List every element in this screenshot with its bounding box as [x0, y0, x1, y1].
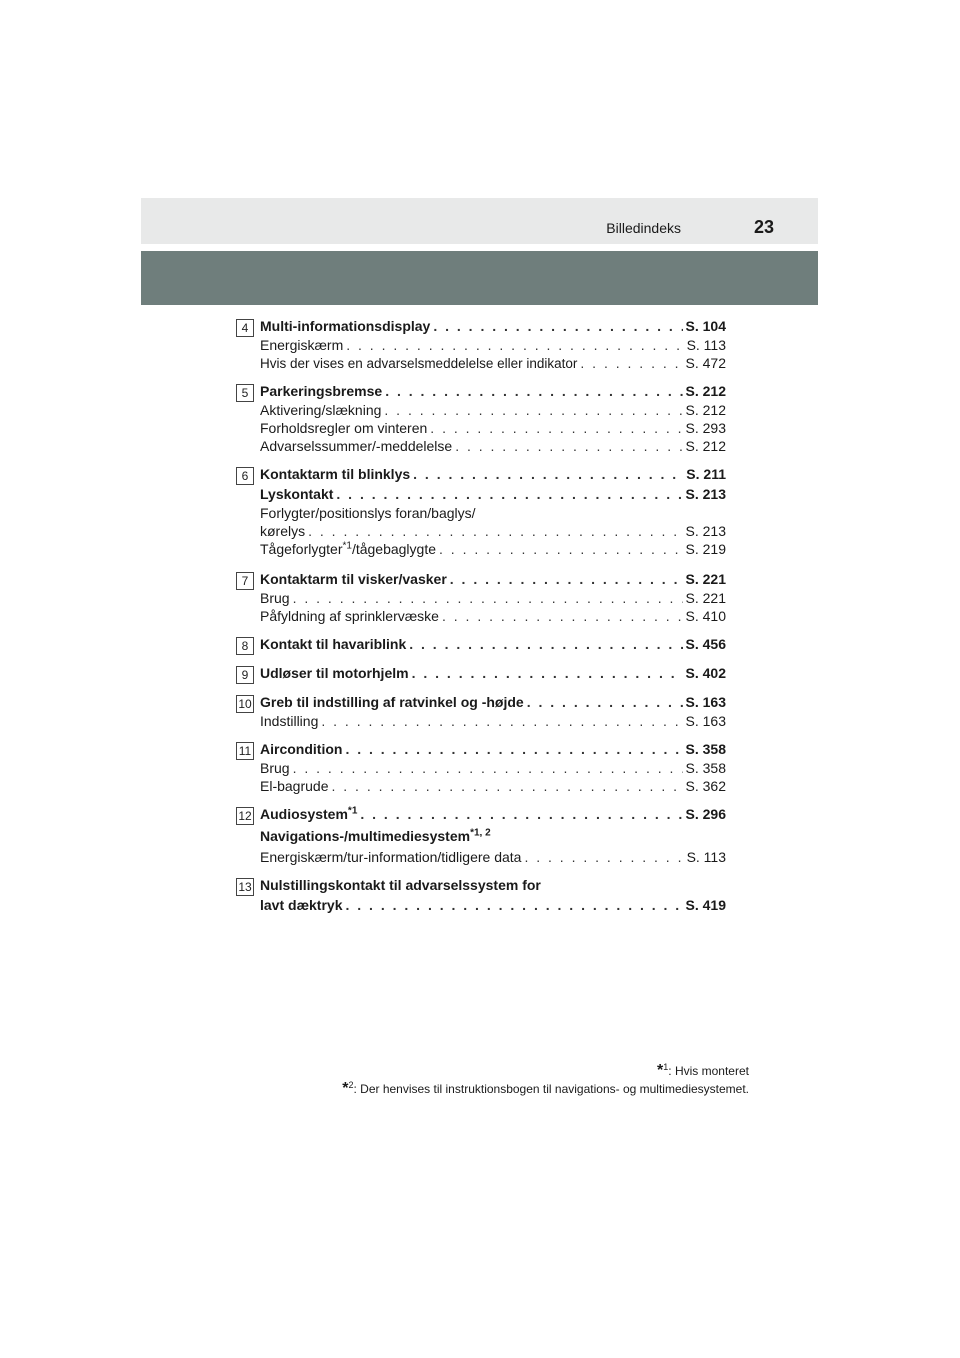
footnote-ref: *1 — [347, 805, 358, 817]
toc-subentry[interactable]: Tågeforlygter$^{*1}$/tågebaglygte . . . S. 219 — [260, 540, 726, 560]
toc-item-11 — [236, 739, 726, 795]
toc-entry[interactable]: Multi-informationsdisplay . . . S. 104 — [260, 316, 726, 336]
toc-subentry[interactable]: Påfyldning af sprinklervæske . . . S. 410 — [260, 607, 726, 625]
toc-entry[interactable]: Parkeringsbremse . . . S. 212 — [260, 381, 726, 401]
toc-entry[interactable]: Kontakt til havariblink . . . S. 456 — [260, 634, 726, 654]
toc-item-6 — [236, 464, 726, 560]
page-header — [141, 198, 818, 244]
item-number-box: 4 — [236, 319, 254, 337]
toc-list — [236, 316, 726, 924]
toc-entry[interactable]: Kontaktarm til blinklys . . . S. 211 — [260, 464, 726, 484]
footnote-2: *$^2$: Der henvises til instruktionsbogen til navigations- og multimediesystemet. — [342, 1080, 749, 1097]
item-number-box: 11 — [236, 742, 254, 760]
toc-subentry[interactable]: Indstilling . . . S. 163 — [260, 712, 726, 730]
toc-item-9 — [236, 663, 726, 683]
section-title: Billedindeks — [606, 220, 681, 236]
footnote-ref: *1 — [342, 540, 352, 552]
toc-subentry[interactable]: Energiskærm/tur-information/tidligere data . . . S. 113 — [260, 848, 726, 866]
toc-entry[interactable]: lavt dæktryk . . . S. 419 — [260, 895, 726, 915]
toc-entry[interactable]: Greb til indstilling af ratvinkel og -højde . . . S. 163 — [260, 692, 726, 712]
toc-item-7 — [236, 569, 726, 625]
toc-subentry[interactable]: Forholdsregler om vinteren . . . S. 293 — [260, 419, 726, 437]
toc-subentry[interactable]: Hvis der vises en advarselsmeddelelse eller indikator . . . S. 472 — [260, 354, 726, 372]
item-number-box: 10 — [236, 695, 254, 713]
toc-subentry[interactable]: kørelys . . . S. 213 — [260, 522, 726, 540]
toc-item-13 — [236, 875, 726, 915]
item-number-box: 13 — [236, 878, 254, 896]
toc-item-10 — [236, 692, 726, 730]
toc-entry[interactable]: Kontaktarm til visker/vasker . . . S. 221 — [260, 569, 726, 589]
toc-subentry[interactable]: Aktivering/slækning . . . S. 212 — [260, 401, 726, 419]
toc-entry[interactable]: Audiosystem$^{*1}$ . . . S. 296 — [260, 804, 726, 826]
item-number-box: 9 — [236, 666, 254, 684]
toc-subentry[interactable]: Brug . . . S. 358 — [260, 759, 726, 777]
item-number-box: 5 — [236, 384, 254, 402]
item-number-box: 6 — [236, 467, 254, 485]
footnotes — [342, 1062, 749, 1098]
toc-entry[interactable]: Udløser til motorhjelm . . . S. 402 — [260, 663, 726, 683]
toc-entry[interactable]: Lyskontakt . . . S. 213 — [260, 484, 726, 504]
toc-item-8 — [236, 634, 726, 654]
item-number-box: 7 — [236, 572, 254, 590]
toc-item-4 — [236, 316, 726, 372]
footnote-1: *$^1$: Hvis monteret — [657, 1062, 749, 1079]
toc-item-12 — [236, 804, 726, 866]
item-number-box: 12 — [236, 807, 254, 825]
item-number-box: 8 — [236, 637, 254, 655]
toc-subentry[interactable]: Energiskærm . . . S. 113 — [260, 336, 726, 354]
toc-entry[interactable]: Aircondition . . . S. 358 — [260, 739, 726, 759]
toc-subentry-text: Forlygter/positionslys foran/baglys/ — [260, 505, 476, 521]
footnote-ref: *1, 2 — [470, 827, 491, 839]
toc-subentry[interactable]: Brug . . . S. 221 — [260, 589, 726, 607]
title-band — [141, 251, 818, 305]
page-number: 23 — [753, 217, 774, 237]
toc-subentry[interactable]: El-bagrude . . . S. 362 — [260, 777, 726, 795]
toc-entry-text: Navigations-/multimediesystem$^{*1, 2}$ — [260, 827, 491, 844]
toc-subentry[interactable]: Advarselssummer/-meddelelse . . . S. 212 — [260, 437, 726, 455]
toc-entry-text: Nulstillingskontakt til advarselssystem for — [260, 877, 541, 893]
toc-item-5 — [236, 381, 726, 455]
